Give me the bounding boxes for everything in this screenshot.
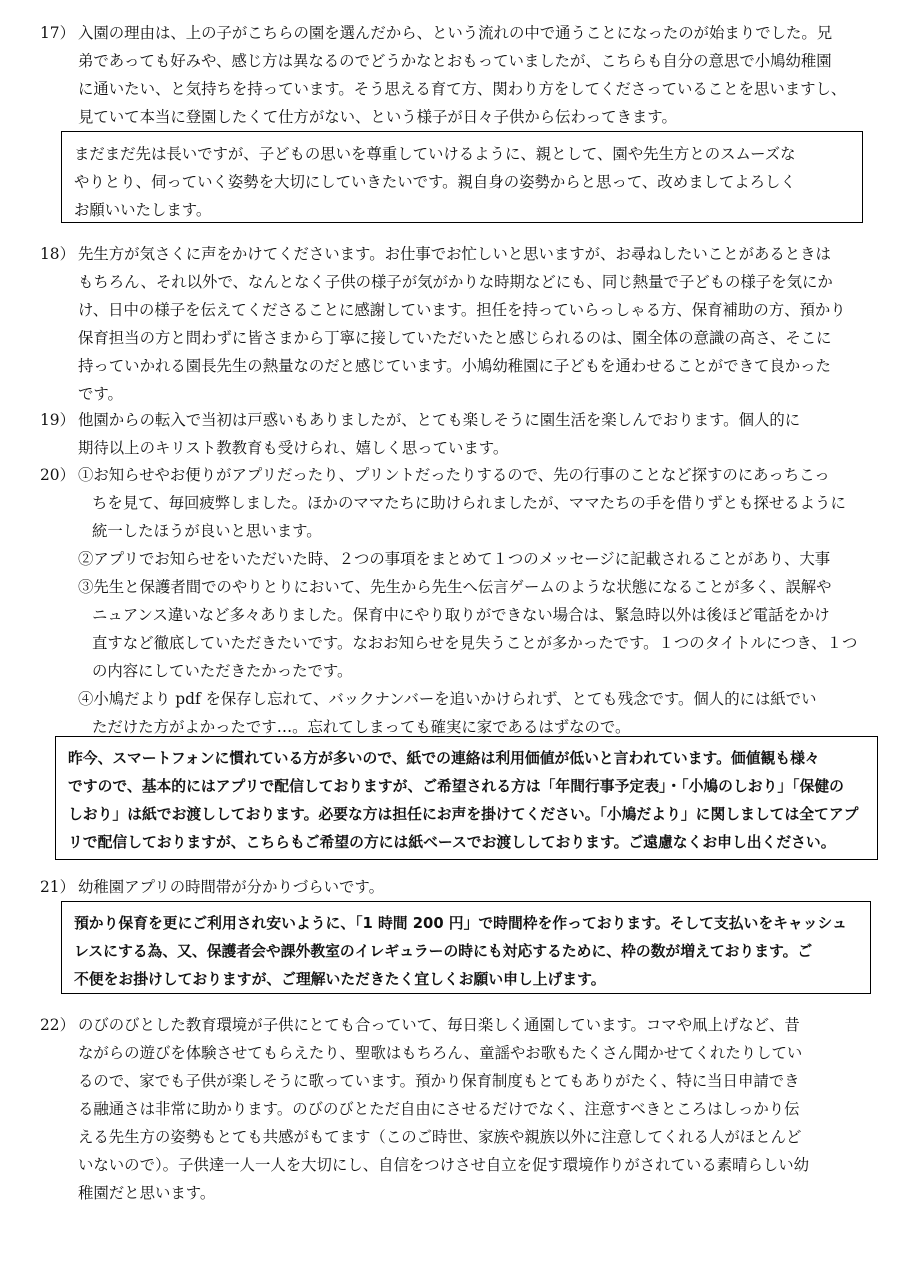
comment-number: 18） (40, 245, 75, 263)
response-line: お願いいたします。 (74, 201, 212, 219)
comment-19 (40, 406, 870, 462)
response-line: 預かり保育を更にご利用され安いように、「1 時間 200 円」で時間枠を作っております。そして支払いをキャッシュ (74, 915, 847, 932)
comment-line: ②アプリでお知らせをいただいた時、２つの事項をまとめて１つのメッセージに記載されることがあり、大事 (78, 550, 831, 568)
response-box-21 (61, 901, 871, 994)
comment-line: 保育担当の方と問わずに皆さまから丁寧に接していただいたと感じられるのは、園全体の意識の高さ、そこに (78, 329, 832, 347)
comment-17 (40, 19, 870, 131)
comment-number: 21） (40, 878, 75, 896)
comment-subitem (78, 545, 870, 573)
comment-text (78, 461, 870, 741)
comment-number: 19） (40, 411, 75, 429)
response-box-20 (55, 736, 878, 860)
response-line: リで配信しておりますが、こちらもご希望の方には紙ベースでお渡ししております。ご遠慮なくお申し出ください。 (68, 834, 836, 851)
comment-18 (40, 240, 870, 408)
comment-line: に通いたい、と気持ちを持っています。そう思える育て方、関わり方をしてくださっていることを思いますし、 (78, 80, 847, 98)
comment-line: 弟であっても好みや、感じ方は異なるのでどうかなとおもっていましたが、こちらも自分の意思で小鳩幼稚園 (78, 52, 832, 70)
comment-subitem (78, 461, 870, 545)
response-box-17 (61, 131, 863, 223)
comment-line: の内容にしていただきたかったです。 (92, 662, 353, 680)
comment-line: です。 (78, 385, 123, 403)
comment-text (78, 1011, 870, 1207)
comment-line: のびのびとした教育環境が子供にとても合っていて、毎日楽しく通園しています。コマや凧上げなど、昔 (78, 1016, 800, 1034)
comment-line: 見ていて本当に登園したくて仕方がない、という様子が日々子供から伝わってきます。 (78, 108, 677, 126)
comment-line: け、日中の様子を伝えてくださることに感謝しています。担任を持っていらっしゃる方、保育補助の方、預かり (78, 301, 846, 319)
comment-text (78, 873, 870, 901)
comment-number: 20） (40, 466, 75, 484)
response-line: 不便をお掛けしておりますが、ご理解いただきたく宜しくお願い申し上げます。 (74, 971, 606, 988)
comment-line: 幼稚園アプリの時間帯が分かりづらいです。 (78, 878, 384, 896)
comment-line: ニュアンス違いなど多々ありました。保育中にやり取りができない場合は、緊急時以外は後ほど電話をかけ (92, 606, 830, 624)
comment-line: ④小鳩だより pdf を保存し忘れて、バックナンバーを追いかけられず、とても残念です。個人的には紙でい (78, 690, 817, 708)
comment-line: るので、家でも子供が楽しそうに歌っています。預かり保育制度もとてもありがたく、特に当日申請でき (78, 1072, 800, 1090)
comment-line: 直すなど徹底していただきたいです。なおお知らせを見失うことが多かったです。１つのタイトルにつき、１つ (92, 634, 858, 652)
comment-22 (40, 1011, 870, 1207)
comment-line: 持っていかれる園長先生の熱量なのだと感じています。小鳩幼稚園に子どもを通わせることができて良かった (78, 357, 831, 375)
comment-subitem (78, 685, 870, 741)
comment-line: ①お知らせやお便りがアプリだったり、プリントだったりするので、先の行事のことなど探すのにあっちこっ (78, 466, 830, 484)
comment-text (78, 406, 870, 462)
response-line: 昨今、スマートフォンに慣れている方が多いので、紙での連絡は利用価値が低いと言われています。価値観も様々 (68, 750, 820, 767)
comment-line: ちを見て、毎回疲弊しました。ほかのママたちに助けられましたが、ママたちの手を借りずとも探せるように (92, 494, 846, 512)
comment-text (78, 240, 870, 408)
comment-line: 統一したほうが良いと思います。 (92, 522, 322, 540)
comment-line: もちろん、それ以外で、なんとなく子供の様子が気がかりな時期などにも、同じ熱量で子どもの様子を気にか (78, 273, 833, 291)
comment-line: る融通さは非常に助かります。のびのびとただ自由にさせるだけでなく、注意すべきところはしっかり伝 (78, 1100, 800, 1118)
comment-line: 期待以上のキリスト教教育も受けられ、嬉しく思っています。 (78, 439, 509, 457)
comment-line: ③先生と保護者間でのやりとりにおいて、先生から先生へ伝言ゲームのような状態になることが多く、誤解や (78, 578, 832, 596)
response-line: しおり」は紙でお渡ししております。必要な方は担任にお声を掛けてください。「小鳩だより」に関しましては全てアプ (68, 806, 859, 823)
response-line: レスにする為、又、保護者会や課外教室のイレギュラーの時にも対応するために、枠の数が増えております。ご (74, 943, 813, 960)
comment-line: ただけた方がよかったです…。忘れてしまっても確実に家であるはずなので。 (92, 718, 631, 736)
comment-line: 入園の理由は、上の子がこちらの園を選んだから、という流れの中で通うことになったのが始まりでした。兄 (78, 24, 833, 42)
comment-line: いないので）。子供達一人一人を大切にし、自信をつけさせ自立を促す環境作りがされている素晴らしい幼 (78, 1156, 810, 1174)
response-line: ですので、基本的にはアプリで配信しておりますが、ご希望される方は「年間行事予定表」・「小鳩のしおり」「保健の (68, 778, 844, 795)
comment-line: える先生方の姿勢もとても共感がもてます（このご時世、家族や親族以外に注意してくれる人がほとんど (78, 1128, 802, 1146)
response-line: やりとり、伺っていく姿勢を大切にしていきたいです。親自身の姿勢からと思って、改めましてよろしく (74, 173, 796, 191)
comment-number: 17） (40, 24, 75, 42)
comment-subitem (78, 573, 870, 685)
comment-line: ながらの遊びを体験させてもらえたり、聖歌はもちろん、童謡やお歌もたくさん聞かせてくれたりしてい (78, 1044, 803, 1062)
response-line: まだまだ先は長いですが、子どもの思いを尊重していけるように、親として、園や先生方とのスムーズな (74, 145, 796, 163)
comment-text (78, 19, 870, 131)
comment-line: 稚園だと思います。 (78, 1184, 216, 1202)
comment-line: 他園からの転入で当初は戸惑いもありましたが、とても楽しそうに園生活を楽しんでおります。個人的に (78, 411, 801, 429)
comment-21 (40, 873, 870, 901)
comment-20 (40, 461, 870, 741)
comment-line: 先生方が気さくに声をかけてくださいます。お仕事でお忙しいと思いますが、お尋ねしたいことがあるときは (78, 245, 831, 263)
comment-number: 22） (40, 1016, 75, 1034)
